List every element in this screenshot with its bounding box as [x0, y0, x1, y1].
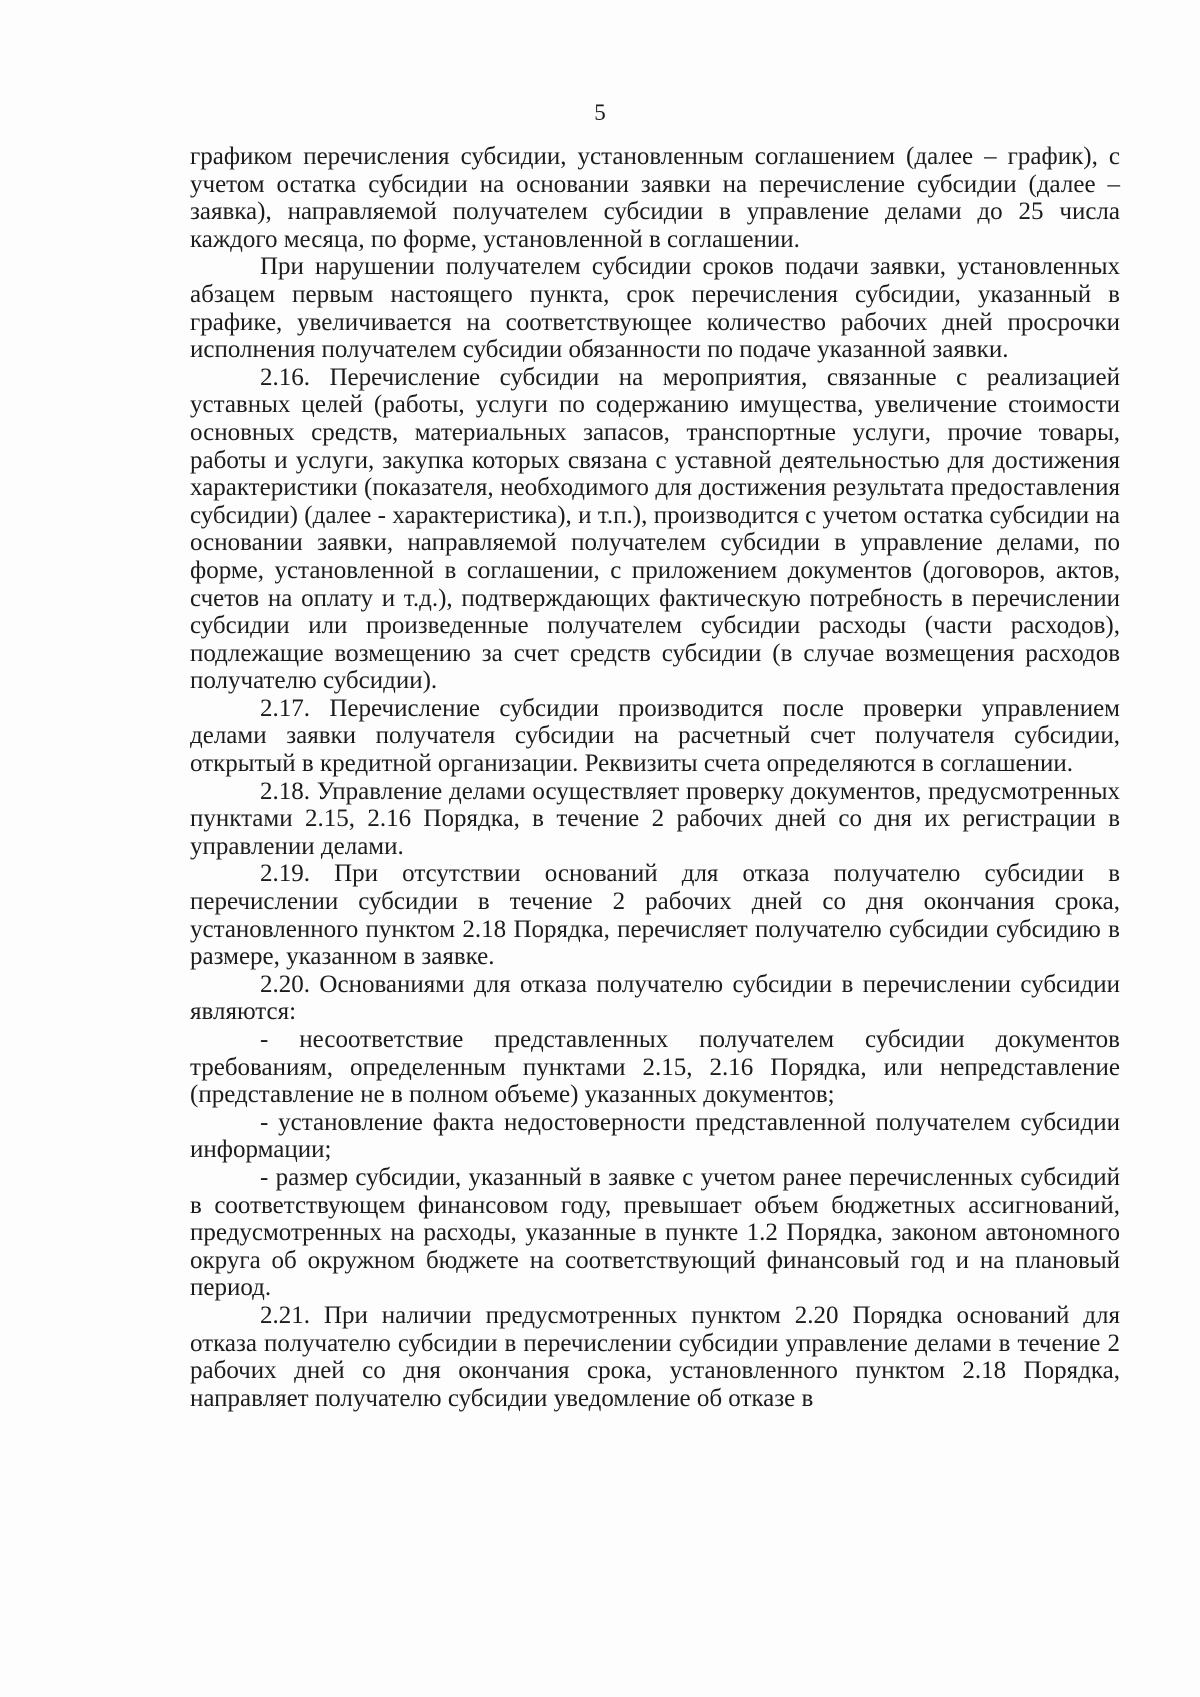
paragraph-2-18: 2.18. Управление делами осуществляет проверку документов, предусмотренных пунктами 2.15, 2.16 Порядка, в течение 2 рабочих дней со дня их регистрации в управлении делами. [190, 777, 1120, 860]
document-body [190, 143, 1120, 1412]
list-item: - размер субсидии, указанный в заявке с учетом ранее перечисленных субсидий в соответствующем финансовом году, превышает объем бюджетных ассигнований, предусмотренных на расходы, указанные в пункте 1.2 Порядка, законом автономного округа об окружном бюджете на соответствующий финансовый год и на плановый период. [190, 1163, 1120, 1302]
paragraph-2-20: 2.20. Основаниями для отказа получателю субсидии в перечислении субсидии являются: [190, 970, 1120, 1026]
paragraph-2-17: 2.17. Перечисление субсидии производится после проверки управлением делами заявки получателя субсидии на расчетный счет получателя субсидии, открытый в кредитной организации. Реквизиты счета определяются в соглашении. [190, 694, 1120, 778]
paragraph-2-16: 2.16. Перечисление субсидии на мероприятия, связанные с реализацией уставных целей (работы, услуги по содержанию имущества, увеличение стоимости основных средств, материальных запасов, транспортные услуги, прочие товары, работы и услуги, закупка которых связана с уставной деятельностью для достижения характеристики (показателя, необходимого для достижения результата предоставления субсидии) (далее - характеристика), и т.п.), производится с учетом остатка субсидии на основании заявки, направляемой получателем субсидии в управление делами, по форме, установленной в соглашении, с приложением документов (договоров, актов, счетов на оплату и т.д.), подтверждающих фактическую потребность в перечислении субсидии или произведенные получателем субсидии расходы (части расходов), подлежащие возмещению за счет средств субсидии (в случае возмещения расходов получателю субсидии). [190, 363, 1120, 695]
list-item: - несоответствие представленных получателем субсидии документов требованиям, определенным пунктами 2.15, 2.16 Порядка, или непредставление (представление не в полном объеме) указанных документов; [190, 1026, 1120, 1109]
paragraph-2-19: 2.19. При отсутствии оснований для отказа получателю субсидии в перечислении субсидии в течение 2 рабочих дней со дня окончания срока, установленного пунктом 2.18 Порядка, перечисляет получателю субсидии субсидию в размере, указанном в заявке. [190, 860, 1120, 971]
paragraph: При нарушении получателем субсидии сроков подачи заявки, установленных абзацем первым настоящего пункта, срок перечисления субсидии, указанный в графике, увеличивается на соответствующее количество рабочих дней просрочки исполнения получателем субсидии обязанности по подаче указанной заявки. [190, 253, 1120, 364]
paragraph-continuation: графиком перечисления субсидии, установленным соглашением (далее – график), с учетом остатка субсидии на основании заявки на перечисление субсидии (далее – заявка), направляемой получателем субсидии в управление делами до 25 числа каждого месяца, по форме, установленной в соглашении. [190, 143, 1120, 253]
paragraph-2-21: 2.21. При наличии предусмотренных пунктом 2.20 Порядка оснований для отказа получателю субсидии в перечислении субсидии управление делами в течение 2 рабочих дней со дня окончания срока, установленного пунктом 2.18 Порядка, направляет получателю субсидии уведомление об отказе в [190, 1301, 1120, 1412]
page-number: 5 [594, 100, 606, 125]
list-item: - установление факта недостоверности представленной получателем субсидии информации; [190, 1108, 1120, 1164]
